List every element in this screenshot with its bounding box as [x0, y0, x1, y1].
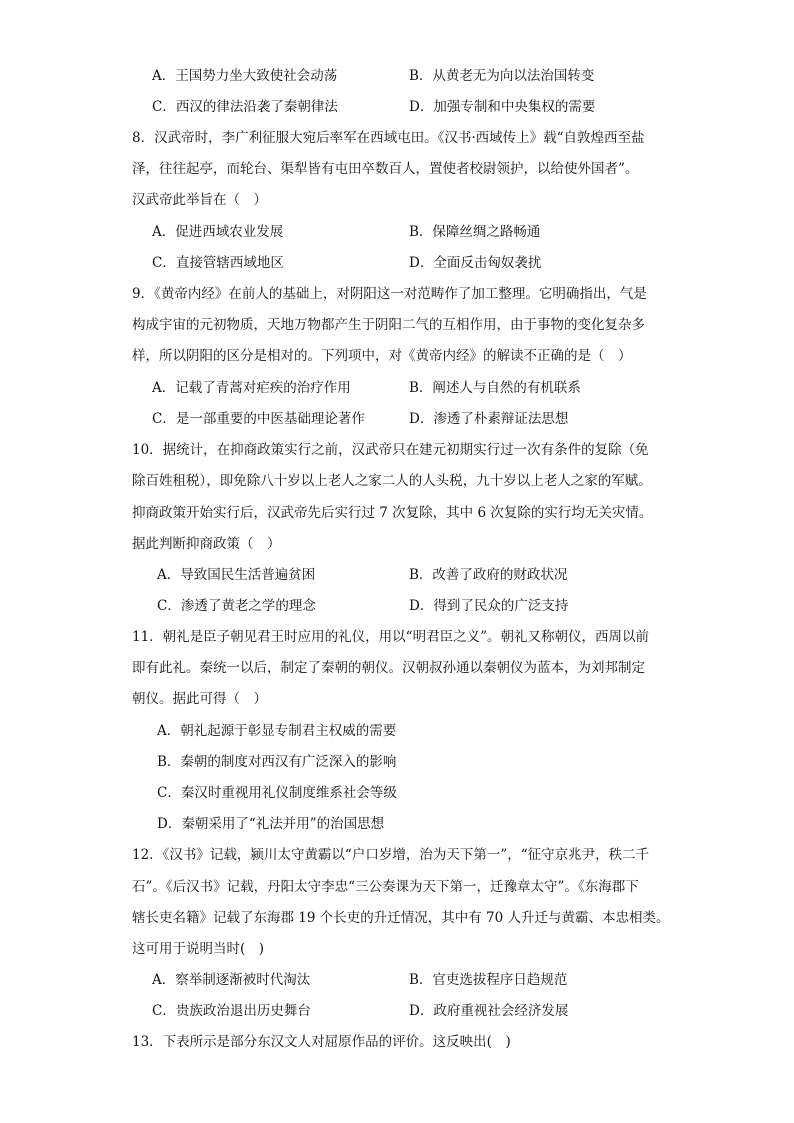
q12-option-a: A．察举制逐渐被时代淘汰 [152, 972, 311, 988]
q12-stem-line-4: 这可用于说明当时( ) [132, 941, 265, 957]
q8-stem-line-2: 泽，往往起亭，而轮台、渠犁皆有屯田卒数百人，置使者校尉领护，以给使外国者”。 [132, 161, 639, 177]
q10-option-a: A．导致国民生活普遍贫困 [157, 567, 316, 583]
q10-stem-line-4: 据此判断抑商政策（ ） [132, 536, 281, 552]
q10-option-d: D．得到了民众的广泛支持 [409, 598, 569, 614]
q12-option-b: B．官吏选拔程序日趋规范 [409, 972, 568, 988]
q7-option-a: A．王国势力坐大致使社会动荡 [152, 68, 338, 84]
q7-option-b: B．从黄老无为向以法治国转变 [409, 68, 595, 84]
q8-option-d: D．全面反击匈奴袭扰 [409, 255, 542, 271]
q9-option-b: B．阐述人与自然的有机联系 [409, 380, 581, 396]
q7-option-d: D．加强专制和中央集权的需要 [409, 99, 596, 115]
q10-option-b: B．改善了政府的财政状况 [409, 567, 568, 583]
q10-stem-line-2: 除百姓租税），即免除八十岁以上老人之家二人的人头税，九十岁以上老人之家的军赋。 [132, 473, 652, 489]
q12-stem-line-2: 石”。《后汉书》记载，丹阳太守李忠“三公奏课为天下第一，迁豫章太守”。《东海郡下 [132, 879, 639, 895]
q13-stem-line-1: 13．下表所示是部分东汉文人对屈原作品的评价。这反映出( ) [132, 1034, 511, 1050]
q7-option-c: C．西汉的律法沿袭了秦朝律法 [152, 99, 338, 115]
q8-option-a: A．促进西域农业发展 [152, 224, 284, 240]
q8-stem-line-1: 8．汉武帝时，李广利征服大宛后率军在西域屯田。《汉书·西域传上》载“自敦煌西至盐 [132, 130, 645, 146]
q9-stem-line-1: 9．《黄帝内经》在前人的基础上，对阴阳这一对范畴作了加工整理。它明确指出，气是 [132, 286, 647, 302]
q9-stem-line-3: 样，所以阴阳的区分是相对的。下列项中，对《黄帝内经》的解读不正确的是（ ） [132, 348, 632, 364]
q11-option-b: B．秦朝的制度对西汉有广泛深入的影响 [157, 754, 397, 770]
q10-option-c: C．渗透了黄老之学的理念 [157, 598, 316, 614]
q9-stem-line-2: 构成宇宙的元初物质，天地万物都产生于阴阳二气的互相作用，由于事物的变化复杂多 [132, 317, 645, 333]
q11-stem-line-3: 朝仪。据此可得（ ） [132, 691, 267, 707]
q11-stem-line-1: 11．朝礼是臣子朝见君王时应用的礼仪，用以“明君臣之义”。朝礼又称朝仪，西周以前 [132, 629, 649, 645]
q10-stem-line-1: 10．据统计，在抑商政策实行之前，汉武帝只在建元初期实行过一次有条件的复除（免 [132, 442, 649, 458]
q11-option-d: D．秦朝采用了“礼法并用”的治国思想 [157, 816, 385, 832]
q9-option-d: D．渗透了朴素辩证法思想 [409, 411, 569, 427]
q12-option-c: C．贵族政治退出历史舞台 [152, 1003, 311, 1019]
q9-option-a: A．记载了青蒿对疟疾的治疗作用 [152, 380, 351, 396]
q11-stem-line-2: 即有此礼。秦统一以后，制定了秦朝的朝仪。汉朝叔孙通以秦朝仪为蓝本，为刘邦制定 [132, 660, 645, 676]
q10-stem-line-3: 抑商政策开始实行后，汉武帝先后实行过 7 次复除，其中 6 次复除的实行均无关灾情。 [132, 505, 653, 521]
q11-option-a: A．朝礼起源于彰显专制君主权威的需要 [157, 723, 397, 739]
q12-stem-line-1: 12．《汉书》记载，颍川太守黄霸以“户口岁增，治为天下第一”，“征守京兆尹，秩二千 [132, 847, 650, 863]
q11-option-c: C．秦汉时重视用礼仪制度维系社会等级 [157, 785, 397, 801]
q12-stem-line-3: 辖长吏名籍》记载了东海郡 19 个长吏的升迁情况，其中有 70 人升迁与黄霸、本忠相类。 [132, 910, 670, 926]
q8-option-b: B．保障丝绸之路畅通 [409, 224, 541, 240]
q12-option-d: D．政府重视社会经济发展 [409, 1003, 569, 1019]
q8-stem-line-3: 汉武帝此举旨在（ ） [132, 192, 267, 208]
q8-option-c: C．直接管辖西域地区 [152, 255, 284, 271]
q9-option-c: C．是一部重要的中医基础理论著作 [152, 411, 365, 427]
